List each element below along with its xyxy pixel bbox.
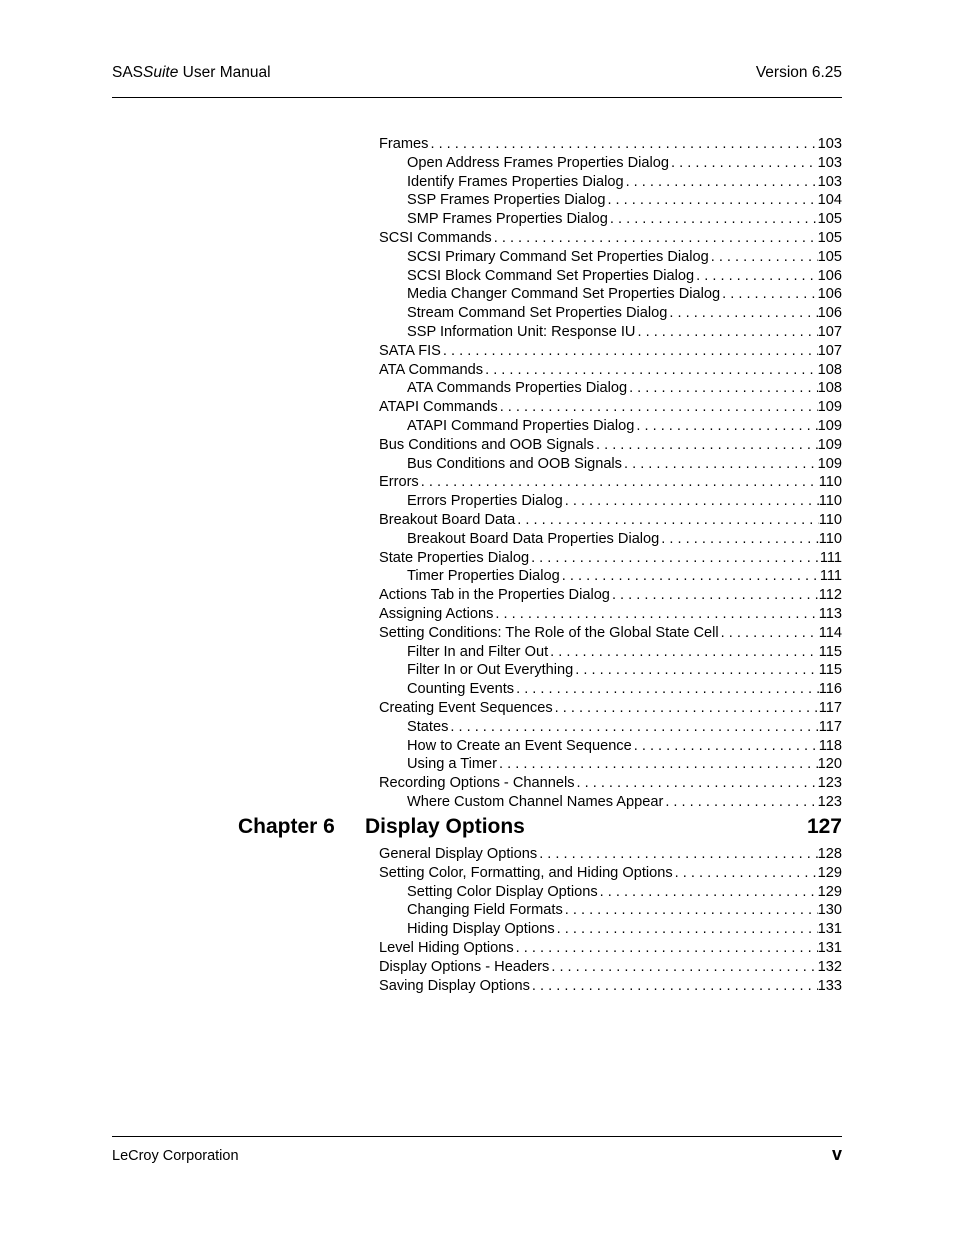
toc-entry-title: Frames	[379, 136, 429, 152]
toc-entry[interactable]	[379, 774, 842, 793]
toc-entry-title: Timer Properties Dialog	[407, 568, 560, 585]
toc-entry-page: 123	[817, 793, 842, 810]
dot-leader	[441, 342, 818, 361]
toc-entry[interactable]	[379, 958, 842, 977]
dot-leader	[555, 920, 818, 939]
toc-entry-page: 110	[818, 474, 842, 491]
footer-rule	[112, 1136, 842, 1137]
toc-entry-page: 106	[817, 286, 842, 303]
toc-entry[interactable]	[379, 285, 842, 304]
toc-entry-page: 116	[818, 681, 842, 698]
toc-entry-title: Breakout Board Data	[379, 511, 516, 528]
toc-entry-title: SMP Frames Properties Dialog	[407, 211, 608, 228]
chapter-page: 127	[806, 815, 842, 838]
toc-entry-title: Hiding Display Options	[407, 921, 555, 938]
dot-leader	[624, 173, 818, 192]
toc-entry[interactable]	[379, 718, 842, 737]
toc-entry[interactable]	[379, 492, 842, 511]
dot-leader	[530, 977, 818, 996]
toc-entry-page: 111	[819, 568, 842, 585]
chapter-heading[interactable]	[238, 815, 842, 845]
toc-entry[interactable]	[379, 755, 842, 774]
toc-entry-title: Errors	[379, 474, 419, 491]
toc-entry-title: SCSI Block Command Set Properties Dialog	[407, 267, 695, 284]
toc-entry-title: Counting Events	[407, 681, 515, 698]
dot-leader	[553, 699, 819, 718]
toc-entry-title: ATA Commands	[379, 361, 484, 378]
toc-entry-title: Level Hiding Options	[379, 939, 514, 956]
dot-leader	[497, 755, 818, 774]
toc-entry-page: 131	[817, 921, 842, 938]
toc-entry-page: 109	[817, 417, 842, 434]
toc-entry-page: 117	[818, 718, 842, 735]
toc-entry[interactable]	[379, 398, 842, 417]
toc-entry-title: Setting Color Display Options	[407, 883, 598, 900]
toc-entry-title: Stream Command Set Properties Dialog	[407, 305, 668, 322]
toc-entry-title: SSP Frames Properties Dialog	[407, 192, 606, 209]
toc-entry-title: ATAPI Commands	[379, 399, 498, 416]
dot-leader	[719, 624, 819, 643]
toc-entry-page: 128	[817, 846, 842, 862]
toc-entry[interactable]	[379, 511, 842, 530]
toc-entry[interactable]	[379, 473, 842, 492]
dot-leader	[515, 511, 818, 530]
dot-leader	[563, 492, 819, 511]
toc-entry-page: 131	[817, 939, 842, 956]
header-title-italic: Suite	[143, 64, 179, 81]
toc-entry-title: Display Options - Headers	[379, 958, 550, 975]
dot-leader	[493, 605, 818, 624]
toc-entry-title: Recording Options - Channels	[379, 775, 575, 792]
toc-entry-page: 123	[817, 775, 842, 792]
toc-list-before	[379, 135, 842, 812]
chapter-title: Display Options	[365, 815, 525, 838]
toc-entry-page: 103	[817, 136, 842, 152]
dot-leader	[663, 793, 817, 812]
dot-leader	[575, 774, 818, 793]
dot-leader	[448, 718, 818, 737]
toc-entry[interactable]	[379, 267, 842, 286]
toc-entry[interactable]	[379, 643, 842, 662]
header-title-prefix: SAS	[112, 64, 144, 81]
toc-entry-title: ATA Commands Properties Dialog	[407, 380, 628, 397]
toc-entry[interactable]	[379, 342, 842, 361]
toc-entry-title: State Properties Dialog	[379, 549, 530, 566]
toc-entry-title: Using a Timer	[407, 756, 498, 773]
toc-entry[interactable]	[379, 417, 842, 436]
toc-entry[interactable]	[379, 883, 842, 902]
dot-leader	[573, 661, 818, 680]
toc-entry[interactable]	[379, 530, 842, 549]
toc-entry-page: 108	[817, 361, 842, 378]
dot-leader	[673, 864, 818, 883]
dot-leader	[549, 958, 817, 977]
toc-entry[interactable]	[379, 845, 842, 864]
toc-entry-page: 109	[817, 436, 842, 453]
dot-leader	[563, 901, 818, 920]
chapter-number: Chapter 6	[238, 815, 335, 838]
toc-entry-title: General Display Options	[379, 846, 538, 862]
toc-entry-title: Creating Event Sequences	[379, 699, 553, 716]
toc-entry-page: 120	[817, 756, 842, 773]
toc-entry-page: 106	[817, 305, 842, 322]
toc-entry-title: SSP Information Unit: Response IU	[407, 323, 636, 340]
toc-entry-title: Identify Frames Properties Dialog	[407, 173, 624, 190]
toc-entry-page: 103	[817, 154, 842, 171]
toc-entry[interactable]	[379, 737, 842, 756]
toc-entry-page: 109	[817, 399, 842, 416]
toc-entry-page: 117	[818, 699, 842, 716]
toc-entry-title: Media Changer Command Set Properties Dialog	[407, 286, 721, 303]
footer-page-number: v	[831, 1144, 842, 1164]
header-title-suffix: User Manual	[178, 64, 271, 81]
dot-leader	[667, 304, 817, 323]
toc-entry-title: Changing Field Formats	[407, 902, 563, 919]
toc-entry-page: 105	[817, 248, 842, 265]
toc-entry[interactable]	[379, 154, 842, 173]
toc-entry-page: 108	[817, 380, 842, 397]
toc-entry-page: 106	[817, 267, 842, 284]
toc-entry-page: 105	[817, 229, 842, 246]
toc-entry[interactable]	[379, 323, 842, 342]
dot-leader	[659, 530, 818, 549]
toc-entry-page: 103	[817, 173, 842, 190]
toc-entry[interactable]	[379, 248, 842, 267]
toc-entry-title: Setting Color, Formatting, and Hiding Options	[379, 864, 673, 881]
toc-entry-page: 115	[818, 643, 842, 660]
toc-entry[interactable]	[379, 210, 842, 229]
dot-leader	[608, 210, 818, 229]
toc-entry[interactable]	[379, 567, 842, 586]
toc-entry[interactable]	[379, 229, 842, 248]
dot-leader	[498, 398, 818, 417]
toc-entry[interactable]	[379, 549, 842, 568]
toc-entry-title: SCSI Primary Command Set Properties Dialog	[407, 248, 709, 265]
toc-entry[interactable]	[379, 605, 842, 624]
toc-entry-title: SCSI Commands	[379, 229, 492, 246]
toc-entry-page: 129	[817, 864, 842, 881]
dot-leader	[428, 135, 817, 154]
toc-entry[interactable]	[379, 661, 842, 680]
dot-leader	[492, 229, 818, 248]
toc-entry-page: 115	[818, 662, 842, 679]
toc-entry-title: ATAPI Command Properties Dialog	[407, 417, 635, 434]
dot-leader	[537, 845, 817, 864]
toc-entry[interactable]	[379, 624, 842, 643]
toc-entry-title: Assigning Actions	[379, 605, 494, 622]
dot-leader	[669, 154, 818, 173]
dot-leader	[598, 883, 818, 902]
dot-leader	[605, 191, 817, 210]
toc-entry-page: 130	[817, 902, 842, 919]
toc-entry[interactable]	[379, 901, 842, 920]
dot-leader	[635, 323, 817, 342]
toc-entry-title: Open Address Frames Properties Dialog	[407, 154, 669, 171]
toc-entry[interactable]	[379, 361, 842, 380]
toc-entry-title: How to Create an Event Sequence	[407, 737, 632, 754]
toc-entry-title: Errors Properties Dialog	[407, 493, 563, 510]
dot-leader	[594, 436, 818, 455]
dot-leader	[514, 939, 818, 958]
toc-entry[interactable]	[379, 793, 842, 812]
toc-entry[interactable]	[379, 920, 842, 939]
toc-entry-page: 132	[817, 958, 842, 975]
toc-entry-title: Bus Conditions and OOB Signals	[379, 436, 594, 453]
toc-entry[interactable]	[379, 135, 842, 154]
toc-entry-title: States	[407, 718, 449, 735]
dot-leader	[622, 455, 818, 474]
dot-leader	[514, 680, 819, 699]
toc-entry[interactable]	[379, 191, 842, 210]
toc-list-after	[379, 845, 842, 995]
toc-entry-page: 112	[818, 587, 842, 604]
dot-leader	[419, 473, 819, 492]
toc-entry-title: Filter In and Filter Out	[407, 643, 549, 660]
dot-leader	[627, 379, 818, 398]
toc-entry[interactable]	[379, 379, 842, 398]
toc-entry-title: Filter In or Out Everything	[407, 662, 574, 679]
toc-entry-title: SATA FIS	[379, 342, 441, 359]
running-header-title	[112, 64, 271, 82]
toc-entry-title: Setting Conditions: The Role of the Global State Cell	[379, 624, 719, 641]
toc-entry[interactable]	[379, 939, 842, 958]
toc-entry-title: Where Custom Channel Names Appear	[407, 793, 664, 810]
toc-entry-page: 113	[818, 605, 842, 622]
toc-entry-title: Bus Conditions and OOB Signals	[407, 455, 622, 472]
toc-entry[interactable]	[379, 436, 842, 455]
toc-entry-page: 129	[817, 883, 842, 900]
dot-leader	[632, 737, 819, 756]
toc-entry-page: 107	[817, 342, 842, 359]
dot-leader	[548, 643, 819, 662]
dot-leader	[529, 549, 820, 568]
toc-entry[interactable]	[379, 304, 842, 323]
toc-entry-title: Breakout Board Data Properties Dialog	[407, 530, 660, 547]
toc-entry-page: 111	[819, 549, 842, 566]
toc-entry[interactable]	[379, 864, 842, 883]
dot-leader	[610, 586, 819, 605]
dot-leader	[634, 417, 817, 436]
toc-entry-page: 118	[818, 737, 842, 754]
toc-entry-title: Actions Tab in the Properties Dialog	[379, 587, 610, 604]
dot-leader	[694, 267, 818, 286]
toc-entry-page: 105	[817, 211, 842, 228]
dot-leader	[709, 248, 818, 267]
toc-entry-page: 114	[818, 624, 842, 641]
running-header-version: Version 6.25	[755, 64, 842, 81]
toc-entry-page: 110	[818, 511, 842, 528]
toc-entry-page: 104	[817, 192, 842, 209]
toc-entry[interactable]	[379, 680, 842, 699]
toc-entry-page: 107	[817, 323, 842, 340]
toc-entry-page: 110	[818, 530, 842, 547]
dot-leader	[560, 567, 820, 586]
toc-entry-title: Saving Display Options	[379, 977, 530, 994]
header-rule	[112, 97, 842, 98]
toc-entry[interactable]	[379, 699, 842, 718]
dot-leader	[720, 285, 818, 304]
toc-entry[interactable]	[379, 173, 842, 192]
dot-leader	[483, 361, 818, 380]
toc-entry-page: 133	[817, 977, 842, 994]
toc-entry-page: 110	[818, 493, 842, 510]
toc-entry[interactable]	[379, 977, 842, 996]
footer-company: LeCroy Corporation	[112, 1148, 239, 1164]
toc-entry-page: 109	[817, 455, 842, 472]
toc-entry[interactable]	[379, 455, 842, 474]
toc-entry[interactable]	[379, 586, 842, 605]
